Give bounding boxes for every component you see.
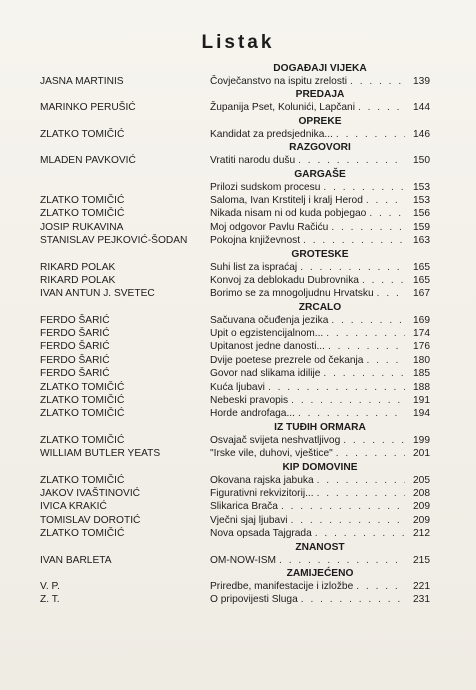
toc-page-number: 205	[413, 474, 430, 486]
toc-row	[40, 327, 430, 340]
toc-title: Govor nad slikama idilije	[210, 368, 321, 380]
toc-author: ZLATKO TOMIČIĆ	[40, 381, 125, 393]
toc-author: WILLIAM BUTLER YEATS	[40, 448, 161, 460]
toc-entry	[210, 75, 430, 88]
toc-entry	[210, 194, 430, 207]
toc-entry	[210, 314, 430, 327]
toc-title: Čovječanstvo na ispitu zrelosti	[210, 76, 348, 87]
toc-author: FERDO ŠARIĆ	[40, 314, 110, 326]
section-heading	[40, 461, 430, 474]
section-heading	[40, 248, 430, 261]
toc-entry	[210, 514, 430, 527]
toc-author: V. P.	[40, 580, 60, 592]
dot-leader	[369, 207, 405, 220]
section-heading	[40, 115, 430, 128]
toc-title: Kuća ljubavi	[210, 381, 265, 393]
toc-title: Kandidat za predsjednika...	[210, 128, 333, 140]
toc-page-number: 221	[413, 580, 430, 592]
toc-row	[40, 340, 430, 353]
dot-leader	[298, 407, 405, 420]
toc-page-number: 201	[413, 448, 430, 460]
section-heading	[40, 421, 430, 434]
toc-row	[40, 194, 430, 207]
toc-author: RIKARD POLAK	[40, 261, 116, 273]
toc-entry	[210, 367, 430, 380]
dot-leader	[317, 474, 405, 487]
toc-entry	[210, 394, 430, 407]
toc-row	[40, 527, 430, 540]
toc-author: FERDO ŠARIĆ	[40, 341, 110, 353]
toc-author: STANISLAV PEJKOVIĆ-ŠODAN	[40, 235, 188, 247]
dot-leader	[343, 434, 405, 447]
toc-author: Z. T.	[40, 594, 60, 606]
toc-page-number: 144	[413, 102, 430, 114]
toc-row	[40, 221, 430, 234]
toc-page-number: 185	[413, 368, 430, 380]
dot-leader	[326, 327, 405, 340]
section-heading	[40, 168, 430, 181]
toc-entry	[210, 354, 430, 367]
dot-leader	[323, 181, 405, 194]
toc-row	[40, 314, 430, 327]
section-heading-text: ZNANOST	[295, 541, 345, 553]
toc-page-number: 159	[413, 221, 430, 233]
toc-entry	[210, 474, 430, 487]
toc-author: ZLATKO TOMIČIĆ	[40, 474, 125, 486]
toc-title: Sačuvana očuđenja jezika	[210, 314, 329, 326]
toc-row	[40, 500, 430, 513]
toc-row	[40, 381, 430, 394]
section-heading-text: ZAMIJEĆENO	[286, 567, 354, 579]
dot-leader	[291, 514, 405, 527]
dot-leader	[317, 487, 405, 500]
toc-title: Saloma, Ivan Krstitelj i kralj Herod	[210, 194, 363, 206]
toc-entry	[210, 381, 430, 394]
dot-leader	[362, 274, 405, 287]
toc-entry	[210, 261, 430, 274]
toc-title: Dvije poetese prezrele od čekanja	[210, 354, 364, 366]
toc-title: Suhi list za ispraćaj	[210, 261, 298, 273]
toc-title: Upit o egzistencijalnom...	[210, 328, 324, 340]
toc-row	[40, 407, 430, 420]
toc-row	[40, 354, 430, 367]
dot-leader	[358, 101, 405, 114]
toc-entry	[210, 554, 430, 567]
table-of-contents	[40, 62, 430, 607]
toc-author: FERDO ŠARIĆ	[40, 368, 110, 380]
toc-page-number: 153	[413, 194, 430, 206]
toc-entry	[210, 234, 430, 247]
toc-page-number: 208	[413, 487, 430, 499]
toc-page-number: 209	[413, 514, 430, 526]
toc-entry	[210, 447, 430, 460]
toc-page-number: 167	[413, 288, 430, 300]
toc-title: Vratiti narodu dušu	[210, 155, 296, 167]
toc-title: Nikada nisam ni od kuda pobjegao	[210, 208, 367, 220]
section-heading-text: GROTESKE	[291, 248, 349, 260]
toc-title: O pripovijesti Sluga	[210, 594, 298, 606]
section-heading-text: DOGAĐAJI VIJEKA	[273, 63, 367, 74]
section-heading-text: OPREKE	[298, 115, 342, 127]
toc-author: FERDO ŠARIĆ	[40, 328, 110, 340]
toc-entry	[210, 580, 430, 593]
dot-leader	[356, 580, 405, 593]
toc-page-number: 231	[413, 594, 430, 606]
dot-leader	[336, 128, 405, 141]
section-heading-text: KIP DOMOVINE	[282, 461, 358, 473]
toc-row	[40, 287, 430, 300]
dot-leader	[268, 381, 405, 394]
toc-author: ZLATKO TOMIČIĆ	[40, 208, 125, 220]
toc-title: Priredbe, manifestacije i izložbe	[210, 580, 354, 592]
toc-row	[40, 434, 430, 447]
toc-row	[40, 75, 430, 88]
toc-author: MLADEN PAVKOVIĆ	[40, 155, 136, 167]
toc-entry	[210, 487, 430, 500]
toc-row	[40, 554, 430, 567]
toc-entry	[210, 287, 430, 300]
toc-title: OM-NOW-ISM	[210, 554, 277, 566]
toc-page-number: 174	[413, 328, 430, 340]
toc-author: ZLATKO TOMIČIĆ	[40, 194, 125, 206]
toc-row	[40, 154, 430, 167]
toc-author: ZLATKO TOMIČIĆ	[40, 528, 125, 540]
toc-page-number: 176	[413, 341, 430, 353]
toc-author: ZLATKO TOMIČIĆ	[40, 395, 125, 407]
toc-title: Pokojna književnost	[210, 235, 301, 247]
section-heading	[40, 141, 430, 154]
toc-page-number: 163	[413, 235, 430, 247]
toc-author: ZLATKO TOMIČIĆ	[40, 408, 125, 420]
toc-title: Nova opsada Tajgrada	[210, 528, 312, 540]
toc-row	[40, 474, 430, 487]
toc-page-number: 146	[413, 128, 430, 140]
toc-row	[40, 580, 430, 593]
toc-row	[40, 101, 430, 114]
dot-leader	[323, 367, 405, 380]
toc-title: "Irske vile, duhovi, vještice"	[210, 448, 333, 460]
toc-row	[40, 261, 430, 274]
toc-entry	[210, 593, 430, 606]
dot-leader	[301, 593, 405, 606]
toc-page-number: 150	[413, 155, 430, 167]
toc-title: Upitanost jedne danosti...	[210, 341, 325, 353]
dot-leader	[366, 354, 405, 367]
section-heading-text: ZRCALO	[298, 301, 342, 313]
dot-leader	[377, 287, 405, 300]
section-heading-text: RAZGOVORI	[289, 142, 351, 154]
toc-entry	[210, 181, 430, 194]
section-heading	[40, 62, 430, 75]
dot-leader	[281, 500, 405, 513]
toc-title: Konvoj za deblokadu Dubrovnika	[210, 274, 359, 286]
toc-row	[40, 593, 430, 606]
dot-leader	[366, 194, 405, 207]
toc-entry	[210, 407, 430, 420]
toc-entry	[210, 327, 430, 340]
toc-page-number: 199	[413, 434, 430, 446]
toc-author: IVAN BARLETA	[40, 554, 112, 566]
toc-row	[40, 367, 430, 380]
toc-page-number: 169	[413, 314, 430, 326]
toc-author: IVICA KRAKIĆ	[40, 501, 107, 513]
toc-row	[40, 487, 430, 500]
toc-title: Slikarica Brača	[210, 501, 278, 513]
section-heading-text: GARGAŠE	[294, 168, 346, 180]
dot-leader	[315, 527, 405, 540]
section-heading	[40, 567, 430, 580]
toc-row	[40, 234, 430, 247]
toc-row	[40, 447, 430, 460]
toc-author: TOMISLAV DOROTIĆ	[40, 514, 141, 526]
toc-title: Moj odgovor Pavlu Račiću	[210, 221, 329, 233]
toc-author: FERDO ŠARIĆ	[40, 354, 110, 366]
dot-leader	[291, 394, 405, 407]
toc-page-number: 191	[413, 395, 430, 407]
toc-title: Nebeski pravopis	[210, 395, 289, 407]
dot-leader	[336, 447, 405, 460]
toc-author: IVAN ANTUN J. SVETEC	[40, 288, 155, 300]
toc-author: MARINKO PERUŠIĆ	[40, 102, 136, 114]
toc-page-number: 165	[413, 274, 430, 286]
dot-leader	[331, 314, 405, 327]
toc-title: Vječni sjaj ljubavi	[210, 514, 288, 526]
dot-leader	[279, 554, 405, 567]
dot-leader	[303, 234, 405, 247]
dot-leader	[298, 154, 405, 167]
toc-title: Figurativni rekvizitorij...	[210, 487, 314, 499]
toc-author: RIKARD POLAK	[40, 274, 116, 286]
toc-title: Horde androfaga...	[210, 408, 295, 420]
toc-entry	[210, 340, 430, 353]
toc-entry	[210, 154, 430, 167]
toc-row	[40, 274, 430, 287]
toc-row	[40, 128, 430, 141]
toc-entry	[210, 274, 430, 287]
toc-author: JAKOV IVAŠTINOVIĆ	[40, 487, 141, 499]
toc-title: Okovana rajska jabuka	[210, 474, 314, 486]
section-heading-text: IZ TUĐIH ORMARA	[274, 421, 366, 433]
toc-entry	[210, 434, 430, 447]
dot-leader	[331, 221, 405, 234]
toc-row	[40, 394, 430, 407]
toc-title: Prilozi sudskom procesu	[210, 181, 321, 193]
toc-page-number: 215	[413, 554, 430, 566]
section-heading	[40, 541, 430, 554]
toc-title: Osvajač svijeta neshvatljivog	[210, 434, 341, 446]
toc-page-number: 194	[413, 408, 430, 420]
dot-leader	[350, 75, 405, 88]
toc-entry	[210, 500, 430, 513]
toc-author: JASNA MARTINIS	[40, 76, 124, 87]
dot-leader	[300, 261, 405, 274]
toc-page-number: 139	[413, 76, 430, 87]
toc-page-number: 156	[413, 208, 430, 220]
toc-title: Borimo se za mnogoljudnu Hrvatsku	[210, 288, 374, 300]
section-heading	[40, 88, 430, 101]
toc-entry	[210, 221, 430, 234]
toc-row	[40, 181, 430, 194]
toc-author: ZLATKO TOMIČIĆ	[40, 434, 125, 446]
toc-row	[40, 514, 430, 527]
toc-page-number: 212	[413, 528, 430, 540]
toc-author: JOSIP RUKAVINA	[40, 221, 124, 233]
section-heading	[40, 301, 430, 314]
toc-author: ZLATKO TOMIČIĆ	[40, 128, 125, 140]
toc-page-number: 180	[413, 354, 430, 366]
toc-page-number: 153	[413, 181, 430, 193]
toc-entry	[210, 128, 430, 141]
toc-page-number: 209	[413, 501, 430, 513]
page-title: Listak	[201, 32, 275, 53]
toc-page-number: 188	[413, 381, 430, 393]
dot-leader	[328, 340, 405, 353]
toc-page-number: 165	[413, 261, 430, 273]
toc-row	[40, 207, 430, 220]
section-heading-text: PREDAJA	[295, 89, 345, 101]
toc-entry	[210, 527, 430, 540]
toc-title: Županija Pset, Kolunići, Lapčani	[210, 102, 355, 114]
toc-entry	[210, 101, 430, 114]
toc-entry	[210, 207, 430, 220]
